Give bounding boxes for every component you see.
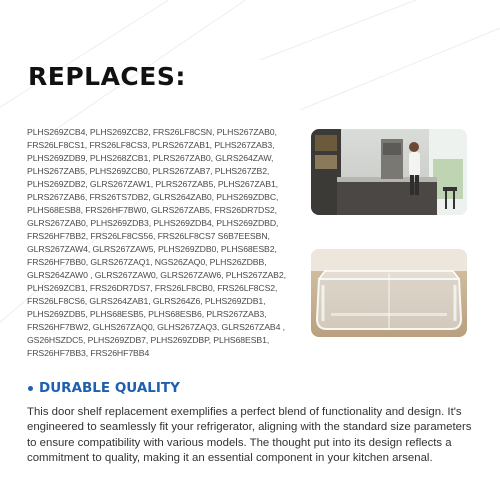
kitchen-photo (311, 129, 467, 215)
description-paragraph: This door shelf replacement exemplifies a perfect blend of functionality and design. It's engineered to seamlessly fit your refrigerator, aligning with the standard size parameters to ensure compatibility with various models. The thought put into its design reflects a commitment to quality, making it an essential component in your kitchen arsenal. (27, 406, 472, 464)
bullet-icon (28, 386, 33, 391)
section-heading: DURABLE QUALITY (39, 380, 180, 396)
replacement-models-list: PLHS269ZCB4, PLHS269ZCB2, FRS26LF8CSN, PLHS267ZAB0, FRS26LF8CS1, FRS26LF8CS3, PLRS267ZAB1, PLHS267ZAB3, PLHS269ZDB9, PLHS268ZCB1, PLRS267ZAB0, GLRS264ZAW, PLHS267ZAB5, PLHS269ZCB0, PLRS267ZAB7, PLHS267ZB2, PLHS269ZDB2, GLRS267ZAW1, PLRS267ZAB5, PLHS267ZAB1, PLRS267ZAB6, FRS26TS7DB2, GLRS264ZAB0, PLHS269ZDBC, PLHS68ESB8, FRS26HF7BW0, GLRS267ZAB5, FRS26DR7DS2, GLRS267ZAB0, PLHS269ZDB3, PLHS269ZDB4, PLHS269ZDBD, FRS26HF7BB2, FRS26LF8CS56, FRS26LF8CS7 S6B7EESBN, GLRS267ZAW4, GLRS267ZAW5, PLHS269ZDB0, PLHS68ESB2, FRS26HF7BB0, GLRS267ZAQ1, NGS26ZAQ0, PLHS26ZDBB, GLRS264ZAW0 , GLRS267ZAW0, GLRS267ZAW6, PLHS267ZAB2, PLHS269ZCB1, FRS26DR7DS7, FRS26LF8CB0, FRS26LF8CS2, FRS26LF8CS6, GLRS264ZAB1, GLRS264Z6, PLHS269ZDB1, PLHS269ZDB5, PLHS68ESB5, PLHS68ESB6, PLRS267ZAB3, FRS26HF7BW2, GLHS267ZAQ0, GLHS267ZAQ3, GLRS267ZAB4 , GS26HSZDC5, PLHS269ZDB7, PLHS269ZDBP, PLHS68ESB1, FRS26HF7BB3, FRS26HF7BB4 (27, 127, 286, 358)
page-title: REPLACES: (28, 62, 186, 91)
section-heading-row (28, 380, 180, 396)
door-shelf-product-photo (311, 249, 467, 337)
